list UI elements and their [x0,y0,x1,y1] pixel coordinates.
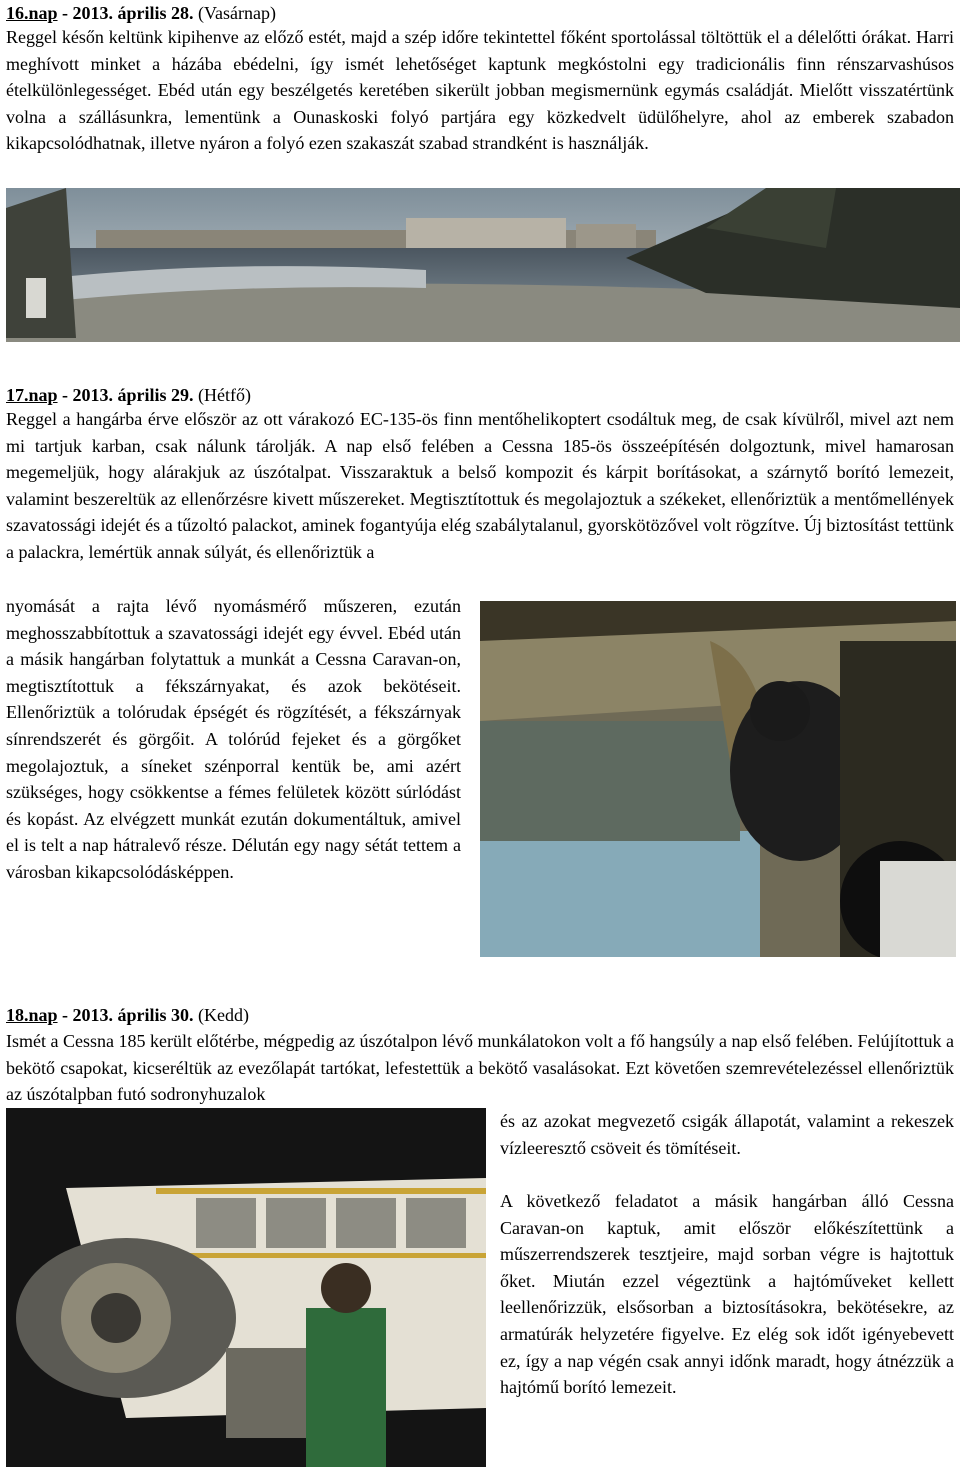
day18-heading-weekday: (Kedd) [198,1005,250,1025]
aircraft-engine-image [6,1108,486,1467]
day18-paragraph-full: Ismét a Cessna 185 került előtérbe, mégpedig az úszótalpon lévő munkálatokon volt a fő hangsúly a nap első felében. Felújítottuk a bekötő csapokat, kicseréltük az evezőlapát tartókat, lefestettük a bekötő vasalásokat. Ezt követően szemrevételezéssel ellenőriztük az úszótalpban futó sodronyhuzalok [6,1031,954,1105]
day16-heading-weekday: (Vasárnap) [198,3,277,23]
river-panorama-photo [6,188,960,342]
day17-heading [6,384,251,406]
mechanic-photo [480,601,956,957]
day17-heading-weekday: (Hétfő) [198,385,252,405]
day17-paragraph-column: nyomását a rajta lévő nyomásmérő műszeren, ezután meghosszabbítottuk a szavatossági idejét egy évvel. Ebéd után a másik hangárban folytattuk a munkát a Cessna Caravan-on, megtisztítottuk a fékszárnyakat, és azok bekötéseit. Ellenőriztük a tolórudak épségét és rögzítését, a fékszárnyak sínrendszerét és görgőit. A tolórúd fejeket és a görgőket megolajoztuk, a síneket szénporral kentük be, ami azért szükséges, hogy csökkentse a fémes felületek között súrlódást és kopást. Az elvégzett munkát ezután dokumentáltuk, amivel el is telt a nap hátralevő része. Délután egy nagy sétát tettem a városban kikapcsolódásképpen. [6,596,461,882]
day18-paragraph-column-2: A következő feladatot a másik hangárban álló Cessna Caravan-on kaptuk, amit először előkészítettünk a műszerrendszerek tesztjeire, majd sorban végre is hajtottuk őket. Miután ezzel végeztünk a hajtóműveket kellett leellenőrizzük, elsősorban a biztosításokra, bekötésekre, az armatúrák helyzetére figyelve. Ez elég sok időt igényebevett ez, így a nap végén csak annyi időnk maradt, hogy átnézzük a hajtómű borító lemezeit. [500,1191,954,1398]
day17-heading-num: 17.nap [6,385,58,405]
day18-heading [6,1004,249,1026]
day18-heading-num: 18.nap [6,1005,58,1025]
day16-paragraph: Reggel későn keltünk kipihenve az előző estét, majd a szép időre tekintettel főként sportolással töltöttük el a délelőtti órákat. Harri meghívott minket a házába ebédelni, így ismét lehetőséget kaptunk megkóstolni egy tradicionális finn rénszarvashúsos ételkülönlegességet. Ebéd után egy beszélgetés keretében sikerült jobban megismernünk egymás családját. Mielőtt visszatértünk volna a szállásunkra, lementünk a Ounaskoski folyó partjára egy közkedvelt üdülőhelyre, ahol az emberek szabadon kikapcsolódhatnak, illetve nyáron a folyó ezen szakaszát szabad strandként is használják. [6,27,954,154]
day16-heading-num: 16.nap [6,3,58,23]
river-panorama-image [6,188,960,342]
day18-heading-date: - 2013. április 30. [57,1005,199,1025]
day16-heading [6,2,276,24]
day17-heading-date: - 2013. április 29. [57,385,199,405]
day18-paragraph-column-1: és az azokat megvezető csigák állapotát, valamint a rekeszek vízleeresztő csöveit és tömítéseit. [500,1111,954,1158]
mechanic-image [480,601,956,957]
aircraft-engine-photo [6,1108,486,1467]
day17-paragraph-full: Reggel a hangárba érve először az ott várakozó EC-135-ös finn mentőhelikoptert csodáltuk meg, de csak kívülről, mivel azt nem mi tartjuk karban, csak nálunk tárolják. A nap első felében a Cessna 185-ös összeépítésén dolgoztunk, mivel hamarosan megemeljük, hogy alárakjuk az úszótalpat. Visszaraktuk a belső kompozit és kárpit borításokat, a szárnytő borító lemezeit, valamint beszereltük az ellenőrzésre kivett műszereket. Megtisztítottuk és megolajoztuk a székeket, ellenőriztük a mentőmellények szavatossági idejét és a tűzoltó palackot, aminek fogantyúja elég szabálytalanul, gyorskötözővel volt rögzítve. Új biztosítást tettünk a palackra, lemértük annak súlyát, és ellenőriztük a [6,409,954,562]
day16-heading-date: - 2013. április 28. [57,3,199,23]
